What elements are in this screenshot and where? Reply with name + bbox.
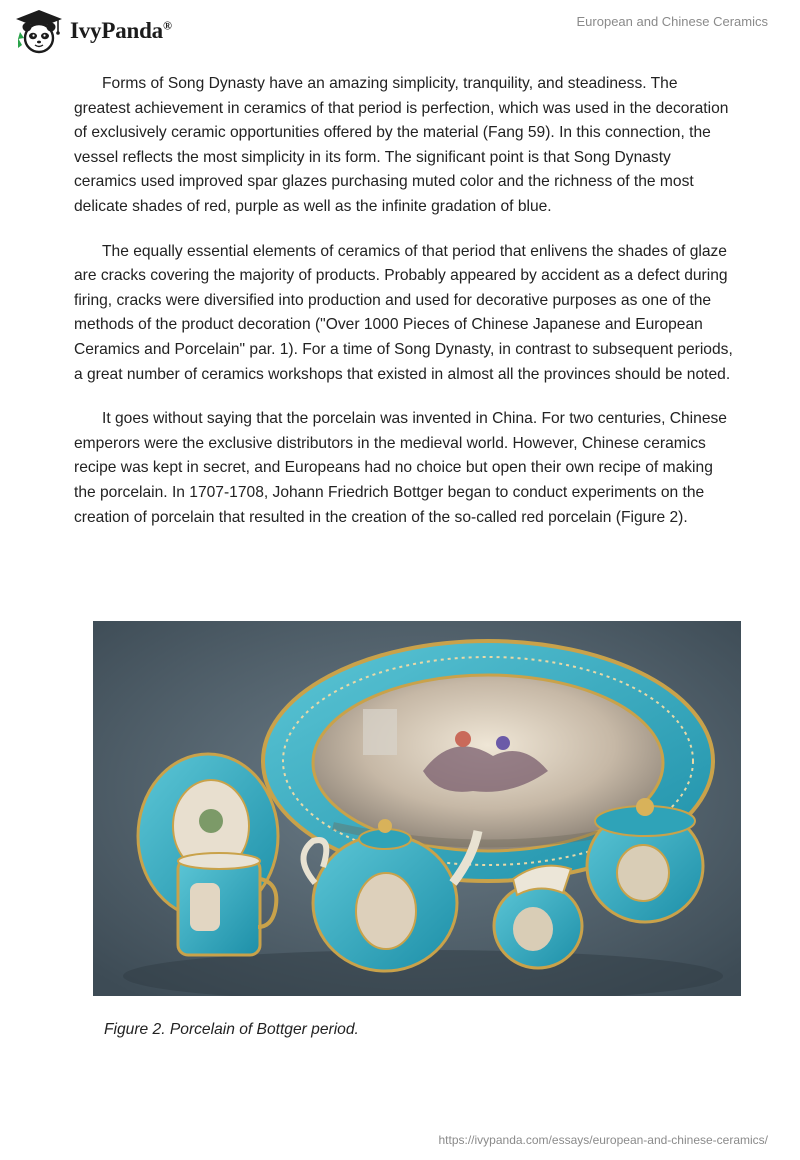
figure-caption: Figure 2. Porcelain of Bottger period.	[104, 1021, 359, 1038]
brand-name: IvyPanda®	[70, 18, 172, 43]
document-title: European and Chinese Ceramics	[576, 14, 768, 29]
page-header	[0, 0, 800, 60]
paragraph-1: Forms of Song Dynasty have an amazing simplicity, tranquility, and steadiness. The greatest achievement in ceramics of that period is perfection, which was used in the decoration of exclusively ceramic opportunities offered by the material (Fang 59). In this connection, the vessel reflects the most simplicity in its form. The significant point is that Song Dynasty ceramics used improved spar glazes purchasing muted color and the richness of the most delicate shades of red, purple as well as the infinite gradation of blue.	[74, 75, 729, 215]
porcelain-figure-image	[93, 621, 741, 996]
essay-body	[74, 72, 734, 550]
paragraph-3: It goes without saying that the porcelain was invented in China. For two centuries, Chinese emperors were the exclusive distributors in the medieval world. However, Chinese ceramics recipe was kept in secret, and Europeans had no choice but open their own recipe of making the porcelain. In 1707-1708, Johann Friedrich Bottger began to conduct experiments on the creation of porcelain that resulted in the creation of the so-called red porcelain (Figure 2).	[74, 410, 727, 526]
ivypanda-logo[interactable]	[14, 8, 172, 54]
panda-graduate-icon	[14, 8, 64, 54]
source-url-link[interactable]: https://ivypanda.com/essays/european-and-chinese-ceramics/	[438, 1133, 768, 1147]
paragraph-2: The equally essential elements of ceramics of that period that enlivens the shades of glaze are cracks covering the majority of products. Probably appeared by accident as a defect during firing, cracks were diversified into production and used for decorative purposes as one of the methods of the product decoration ("Over 1000 Pieces of Chinese Japanese and European Ceramics and Porcelain" par. 1). For a time of Song Dynasty, in contrast to subsequent periods, a great number of ceramics workshops that existed in almost all the provinces should be noted.	[74, 242, 733, 383]
